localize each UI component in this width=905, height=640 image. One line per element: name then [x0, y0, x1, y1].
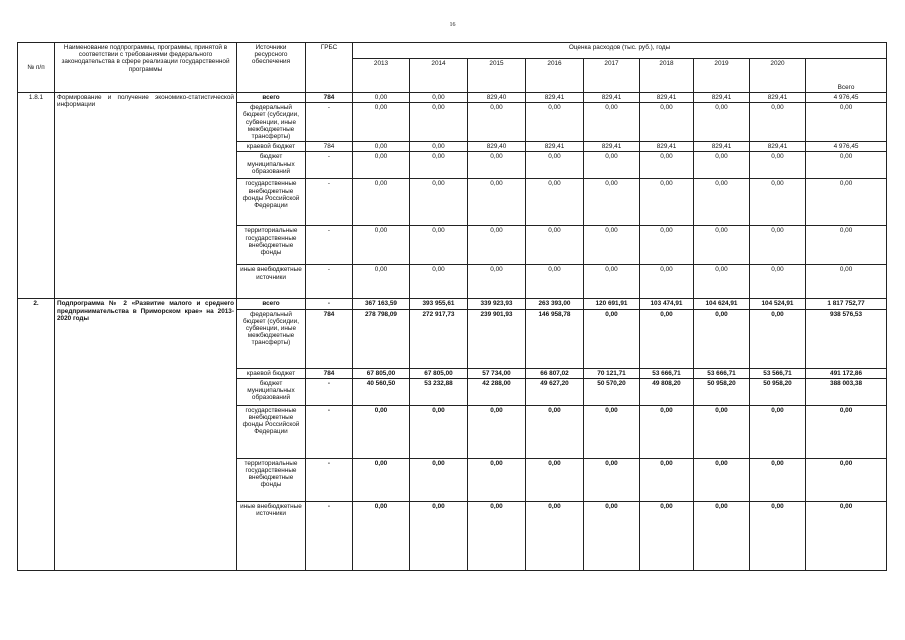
year-value: 0,00 [353, 103, 410, 142]
header-num: № п/п [18, 43, 55, 93]
grbs-code: 784 [306, 309, 353, 368]
year-value: 0,00 [584, 501, 640, 570]
year-value: 829,41 [584, 142, 640, 152]
year-value: 0,00 [750, 265, 806, 299]
year-value: 0,00 [468, 501, 526, 570]
year-value: 50 958,20 [694, 378, 750, 405]
year-value: 0,00 [353, 152, 410, 179]
year-value: 42 288,00 [468, 378, 526, 405]
year-value: 0,00 [468, 265, 526, 299]
year-value: 0,00 [353, 179, 410, 226]
year-value: 57 734,00 [468, 368, 526, 378]
year-value: 393 955,61 [410, 299, 468, 309]
year-value: 0,00 [584, 103, 640, 142]
year-value: 0,00 [750, 405, 806, 458]
year-value: 0,00 [750, 179, 806, 226]
year-value: 53 566,71 [750, 368, 806, 378]
year-value: 829,41 [694, 142, 750, 152]
year-value: 0,00 [468, 152, 526, 179]
year-value: 0,00 [640, 501, 694, 570]
year-value: 0,00 [410, 152, 468, 179]
grbs-code: - [306, 458, 353, 501]
funding-source: краевой бюджет [237, 142, 306, 152]
grbs-code: 784 [306, 142, 353, 152]
funding-source: территориальные государственные внебюджетные фонды [237, 458, 306, 501]
year-value: 0,00 [750, 226, 806, 265]
funding-source: федеральный бюджет (субсидии, субвенции, иные межбюджетные трансферты) [237, 309, 306, 368]
row-total: 0,00 [806, 265, 887, 299]
row-total: 0,00 [806, 405, 887, 458]
section-title: Подпрограмма № 2 «Развитие малого и среднего предпринимательства в Приморском крае» на 2013-2020 годы [55, 299, 237, 570]
grbs-code: - [306, 152, 353, 179]
year-value: 0,00 [640, 309, 694, 368]
row-total: 491 172,86 [806, 368, 887, 378]
row-total: 0,00 [806, 501, 887, 570]
table-row [18, 299, 887, 309]
funding-source: бюджет муниципальных образований [237, 378, 306, 405]
year-value: 829,40 [468, 142, 526, 152]
year-value: 120 691,91 [584, 299, 640, 309]
section-number: 1.8.1 [18, 93, 55, 299]
funding-source: всего [237, 299, 306, 309]
year-value: 0,00 [640, 405, 694, 458]
year-value: 0,00 [410, 103, 468, 142]
year-value: 0,00 [526, 405, 584, 458]
header-name: Наименование подпрограммы, программы, принятой в соответствии с требованиями федерального законодательства в сфере реализации государственной программы [55, 43, 237, 93]
row-total: 938 576,53 [806, 309, 887, 368]
year-value: 0,00 [584, 226, 640, 265]
grbs-code: 784 [306, 368, 353, 378]
year-value: 829,41 [526, 93, 584, 103]
row-total: 0,00 [806, 103, 887, 142]
funding-source: бюджет муниципальных образований [237, 152, 306, 179]
year-value: 0,00 [353, 142, 410, 152]
year-value: 40 560,50 [353, 378, 410, 405]
budget-table [17, 42, 887, 571]
funding-source: краевой бюджет [237, 368, 306, 378]
year-value: 829,41 [526, 142, 584, 152]
year-value: 0,00 [410, 179, 468, 226]
year-value: 263 393,00 [526, 299, 584, 309]
year-value: 0,00 [353, 226, 410, 265]
year-value: 0,00 [353, 501, 410, 570]
header-year: 2018 [640, 59, 694, 93]
grbs-code: - [306, 378, 353, 405]
page-number: 16 [449, 22, 456, 28]
year-value: 0,00 [410, 226, 468, 265]
grbs-code: - [306, 299, 353, 309]
year-value: 67 805,00 [410, 368, 468, 378]
funding-source: государственные внебюджетные фонды Российской Федерации [237, 405, 306, 458]
year-value: 0,00 [410, 501, 468, 570]
year-value: 0,00 [410, 405, 468, 458]
row-total: 0,00 [806, 152, 887, 179]
year-value: 146 958,78 [526, 309, 584, 368]
grbs-code: - [306, 405, 353, 458]
year-value: 70 121,71 [584, 368, 640, 378]
row-total: 0,00 [806, 458, 887, 501]
year-value: 0,00 [640, 265, 694, 299]
year-value: 0,00 [640, 226, 694, 265]
year-value: 0,00 [694, 405, 750, 458]
year-value: 0,00 [750, 501, 806, 570]
year-value: 829,41 [640, 93, 694, 103]
header-year: 2019 [694, 59, 750, 93]
funding-source: территориальные государственные внебюджетные фонды [237, 226, 306, 265]
year-value: 0,00 [694, 458, 750, 501]
year-value: 0,00 [526, 152, 584, 179]
header-grbs: ГРБС [306, 43, 353, 93]
row-total: 4 976,45 [806, 142, 887, 152]
year-value: 339 923,93 [468, 299, 526, 309]
header-estimate: Оценка расходов (тыс. руб.), годы [353, 43, 887, 59]
grbs-code: - [306, 179, 353, 226]
year-value: 53 666,71 [640, 368, 694, 378]
header-source: Источники ресурсного обеспечения [237, 43, 306, 93]
header-year: 2017 [584, 59, 640, 93]
header-year: 2014 [410, 59, 468, 93]
year-value: 829,41 [640, 142, 694, 152]
year-value: 49 808,20 [640, 378, 694, 405]
row-total: 0,00 [806, 226, 887, 265]
year-value: 0,00 [353, 458, 410, 501]
grbs-code: 784 [306, 93, 353, 103]
year-value: 0,00 [694, 152, 750, 179]
year-value: 0,00 [584, 309, 640, 368]
year-value: 0,00 [468, 458, 526, 501]
header-year: 2013 [353, 59, 410, 93]
year-value: 0,00 [584, 405, 640, 458]
year-value: 0,00 [526, 265, 584, 299]
year-value: 0,00 [640, 152, 694, 179]
row-total: 1 817 752,77 [806, 299, 887, 309]
funding-source: федеральный бюджет (субсидии, субвенции, иные межбюджетные трансферты) [237, 103, 306, 142]
funding-source: всего [237, 93, 306, 103]
year-value: 0,00 [694, 179, 750, 226]
year-value: 0,00 [410, 458, 468, 501]
year-value: 367 163,59 [353, 299, 410, 309]
year-value: 50 958,20 [750, 378, 806, 405]
row-total: 0,00 [806, 179, 887, 226]
funding-source: иные внебюджетные источники [237, 501, 306, 570]
year-value: 0,00 [584, 179, 640, 226]
year-value: 0,00 [584, 152, 640, 179]
funding-source: иные внебюджетные источники [237, 265, 306, 299]
year-value: 0,00 [353, 265, 410, 299]
year-value: 0,00 [640, 458, 694, 501]
year-value: 103 474,91 [640, 299, 694, 309]
year-value: 53 666,71 [694, 368, 750, 378]
year-value: 50 570,20 [584, 378, 640, 405]
year-value: 53 232,88 [410, 378, 468, 405]
year-value: 0,00 [468, 103, 526, 142]
year-value: 829,41 [750, 142, 806, 152]
year-value: 0,00 [750, 309, 806, 368]
grbs-code: - [306, 501, 353, 570]
year-value: 829,41 [694, 93, 750, 103]
year-value: 0,00 [410, 142, 468, 152]
year-value: 272 917,73 [410, 309, 468, 368]
year-value: 0,00 [694, 309, 750, 368]
year-value: 0,00 [640, 179, 694, 226]
header-year: 2016 [526, 59, 584, 93]
row-total: 4 976,45 [806, 93, 887, 103]
year-value: 0,00 [694, 265, 750, 299]
year-value: 829,41 [750, 93, 806, 103]
year-value: 829,41 [584, 93, 640, 103]
year-value: 0,00 [694, 103, 750, 142]
year-value: 0,00 [526, 226, 584, 265]
year-value: 0,00 [750, 458, 806, 501]
header-year: 2020 [750, 59, 806, 93]
funding-source: государственные внебюджетные фонды Российской Федерации [237, 179, 306, 226]
year-value: 104 624,91 [694, 299, 750, 309]
header-year: 2015 [468, 59, 526, 93]
year-value: 49 627,20 [526, 378, 584, 405]
year-value: 104 524,91 [750, 299, 806, 309]
grbs-code: - [306, 103, 353, 142]
grbs-code: - [306, 265, 353, 299]
year-value: 0,00 [468, 179, 526, 226]
year-value: 0,00 [584, 265, 640, 299]
year-value: 0,00 [468, 226, 526, 265]
year-value: 0,00 [694, 226, 750, 265]
year-value: 66 807,02 [526, 368, 584, 378]
year-value: 0,00 [353, 93, 410, 103]
year-value: 0,00 [410, 265, 468, 299]
year-value: 0,00 [410, 93, 468, 103]
year-value: 0,00 [526, 103, 584, 142]
year-value: 0,00 [526, 501, 584, 570]
section-number: 2. [18, 299, 55, 570]
year-value: 0,00 [750, 152, 806, 179]
budget-table-body [18, 93, 887, 571]
year-value: 0,00 [640, 103, 694, 142]
grbs-code: - [306, 226, 353, 265]
year-value: 239 901,93 [468, 309, 526, 368]
header-total: Всего [806, 59, 887, 93]
year-value: 278 798,09 [353, 309, 410, 368]
year-value: 0,00 [584, 458, 640, 501]
year-value: 67 805,00 [353, 368, 410, 378]
year-value: 0,00 [468, 405, 526, 458]
row-total: 388 003,38 [806, 378, 887, 405]
year-value: 829,40 [468, 93, 526, 103]
year-value: 0,00 [750, 103, 806, 142]
year-value: 0,00 [694, 501, 750, 570]
year-value: 0,00 [526, 179, 584, 226]
table-row [18, 93, 887, 103]
year-value: 0,00 [353, 405, 410, 458]
section-title: Формирование и получение экономико-статистической информации [55, 93, 237, 299]
year-value: 0,00 [526, 458, 584, 501]
